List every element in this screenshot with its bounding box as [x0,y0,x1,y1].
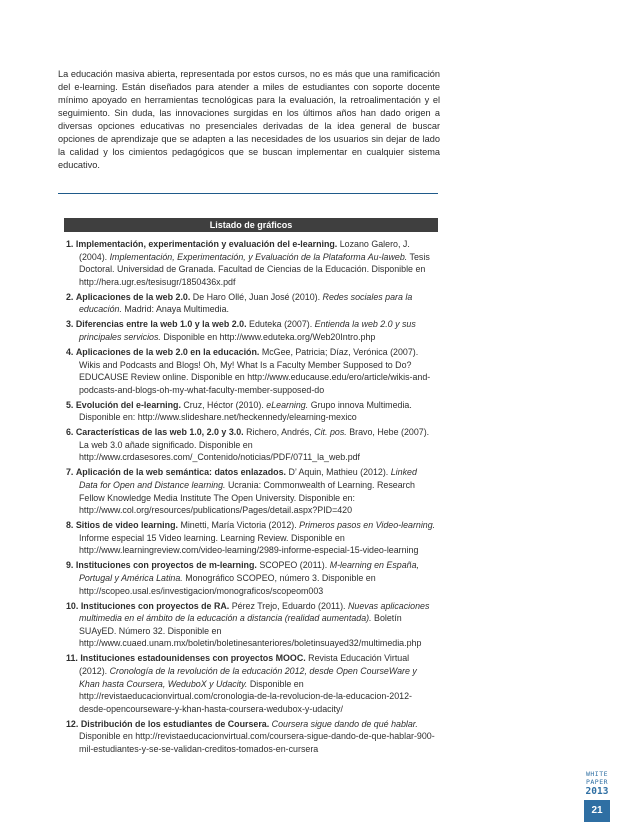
badge-year: 2013 [585,786,609,797]
reference-item: 1. Implementación, experimentación y evaluación del e-learning. Lozano Galero, J. (2004). Implementación, Experimentación, y Evaluación de la Plataforma Au-laweb. Tesis Doctoral. Universidad de Granada. Facultad de Ciencias de la Educación. Disponible en http://hera.ugr.es/tesisugr/1850436x.pdf [66,239,430,287]
reference-item: 4. Aplicaciones de la web 2.0 en la educación. McGee, Patricia; Díaz, Verónica (2007). Wikis and Podcasts and Blogs! Oh, My! What Is a Faculty Member Supposed to Do? EDUCAUSE Review online. Disponible en http://www.educause.edu/ero/article/wikis-and-podcasts-and-blogs-oh-my-what-faculty-member-supposed-do [66,346,431,395]
reference-item: 11. Instituciones estadounidenses con proyectos MOOC. Revista Educación Virtual (2012). Cronología de la revolución de la educación 2012, desde Open CourseWare y Khan hasta Coursera, WeduboX y Udacity. Disponible en http://revistaeducacionvirtual.com/cronologia-de-la-revolucion-de-la-educacion-2012-desde-opencourseware-y-khan-hasta-coursera-wedubox-y-udacity/ [66,653,417,714]
page-number: 21 [584,800,610,822]
reference-item: 8. Sitios de video learning. Minetti, María Victoria (2012). Primeros pasos en Video-learning. Informe especial 15 Video learning. Learning Review. Disponible en http://www.learningreview.com/video-learning/2989-informe-especial-15-video-learning [66,520,436,556]
reference-item: 10. Instituciones con proyectos de RA. Pérez Trejo, Eduardo (2011). Nuevas aplicaciones multimedia en el ámbito de la educación a distancia (realidad aumentada). Boletín SUAyED. Número 32. Disponible en http://www.cuaed.unam.mx/boletin/boletinesanteriores/boletinsuayed32/multimedia.php [66,600,430,649]
reference-item: 12. Distribución de los estudiantes de Coursera. Coursera sigue dando de qué hablar. Disponible en http://revistaeducacionvirtual.com/coursera-sigue-dando-de-que-hablar-900-mil-estudiantes-y-se-se-validan-creditos-tomados-en-cursera [66,718,435,754]
white-paper-badge [584,771,610,797]
reference-item: 3. Diferencias entre la web 1.0 y la web 2.0. Eduteka (2007). Entienda la web 2.0 y sus principales servicios. Disponible en http://www.eduteka.org/Web20Intro.php [66,319,416,342]
reference-item: 7. Aplicación de la web semántica: datos enlazados. D’ Aquin, Mathieu (2012). Linked Data for Open and Distance learning. Ucrania: Commonwealth of Learning. Research Fellow Knowledge Media Institute The Open University. Disponible en: http://www.col.org/resources/publications/Pages/detail.aspx?PID=420 [66,467,417,516]
reference-item: 5. Evolución del e-learning. Cruz, Héctor (2010). eLearning. Grupo innova Multimedia. Disponible en: http://www.slideshare.net/heckennedy/elearning-mexico [66,399,412,423]
reference-list [66,238,436,758]
reference-item: 2. Aplicaciones de la web 2.0. De Haro Ollé, Juan José (2010). Redes sociales para la educación. Madrid: Anaya Multimedia. [66,291,413,315]
reference-item: 6. Características de las web 1.0, 2.0 y 3.0. Richero, Andrés, Cit. pos. Bravo, Hebe (2007). La web 3.0 añade significado. Disponible en http://www.crdasesores.com/_Contenido/noticias/PDF/0711_la_web.pdf [66,427,430,463]
badge-line-white: WHITE [585,770,609,778]
list-title: Listado de gráficos [64,218,438,232]
section-divider [58,193,438,194]
badge-line-paper: PAPER [585,777,609,786]
reference-item: 9. Instituciones con proyectos de m-learning. SCOPEO (2011). M-learning en España, Portugal y América Latina. Monográfico SCOPEO, número 3. Disponible en http://scopeo.usal.es/investigacion/monograficos/scopeom003 [66,560,419,596]
intro-paragraph: La educación masiva abierta, representada por estos cursos, no es más que una ramificación del e-learning. Están diseñados para atender a miles de estudiantes con soporte docente mínimo apoyado en herramientas tecnológicas para la evaluación, la retroalimentación y el seguimiento. Sin duda, las innovaciones surgidas en los últimos años han dado origen a diversas opciones educativas no presenciales derivadas de la idea general de buscar opciones de aprendizaje que se adapten a las necesidades de los usuarios sin dejar de lado la calidad y los cimientos pedagógicos que se buscan implementar en cualquier sistema educativo. [58,69,440,170]
